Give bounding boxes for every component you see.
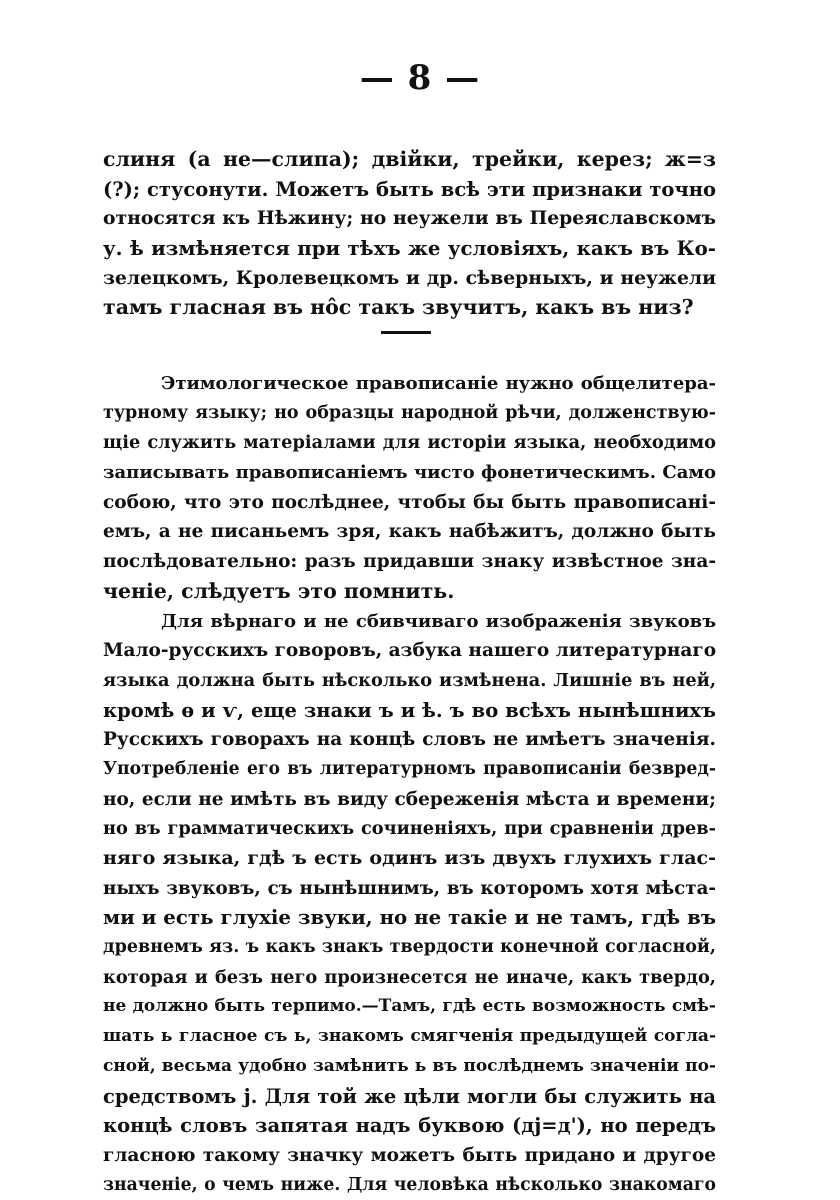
text-line: древнемъ яз. ъ какъ знакъ твердости конечной согласной, bbox=[103, 937, 716, 958]
page-number: — 8 — bbox=[359, 58, 481, 98]
text-line: шать ь гласное съ ь, знакомъ смягченія предыдущей согла- bbox=[103, 1026, 716, 1047]
paragraph-2 bbox=[103, 369, 716, 1200]
text-line: (?); стусонути. Можетъ быть всѣ эти признаки точно bbox=[103, 177, 716, 201]
text-line: у. ѣ измѣняется при тѣхъ же условіяхъ, какъ въ Ко- bbox=[103, 236, 716, 261]
text-line: Русскихъ говорахъ на концѣ словъ не имѣетъ значенія. bbox=[103, 729, 716, 751]
text-line: тамъ гласная въ нôс такъ звучитъ, какъ въ низ? bbox=[103, 295, 694, 320]
text-line: Мало-русскихъ говоровъ, азбука нашего литературнаго bbox=[103, 640, 717, 662]
text-line: гласною такому значку можетъ быть придано и другое bbox=[103, 1144, 716, 1166]
text-line: послѣдовательно: разъ придавши знаку извѣстное зна- bbox=[103, 551, 716, 573]
text-line: ми и есть глухіе звуки, но не такіе и не тамъ, гдѣ въ bbox=[103, 905, 716, 930]
text-line: средствомъ j. Для той же цѣли могли бы служить на bbox=[103, 1084, 716, 1108]
text-line: Этимологическое правописаніе нужно общелитера- bbox=[161, 373, 716, 394]
text-line: няго языка, гдѣ ъ есть одинъ изъ двухъ глухихъ глас- bbox=[103, 847, 716, 869]
text-line: слиня (а не—слипа); двійки, трейки, керез; ж=з bbox=[103, 147, 716, 171]
text-line: которая и безъ него произнесется не иначе, какъ твердо, bbox=[103, 966, 716, 988]
paragraph-1 bbox=[103, 145, 716, 323]
text-line: Для вѣрнаго и не сбивчиваго изображенія звуковъ bbox=[161, 610, 716, 632]
text-line: ныхъ звуковъ, съ нынѣшнимъ, въ которомъ хотя мѣста- bbox=[103, 877, 716, 899]
text-line: кромѣ ѳ и ѵ, еще знаки ъ и ѣ. ъ во всѣхъ нынѣшнихъ bbox=[103, 698, 716, 722]
section-divider bbox=[381, 331, 431, 334]
text-line: но, если не имѣть въ виду сбереженія мѣста и времени; bbox=[103, 788, 716, 810]
text-line: турному языку; но образцы народной рѣчи, долженствую- bbox=[103, 402, 716, 423]
text-line: концѣ словъ запятая надъ буквою (дj=д'), но передъ bbox=[103, 1114, 716, 1138]
text-line: Употребленіе его въ литературномъ правописаніи безвред- bbox=[103, 758, 716, 779]
text-line: собою, что это послѣднее, чтобы бы быть правописані- bbox=[103, 491, 716, 513]
text-line: зелецкомъ, Кролевецкомъ и др. сѣверныхъ, и неужели bbox=[103, 266, 716, 289]
text-line: ченіе, слѣдуетъ это помнить. bbox=[103, 578, 455, 603]
text-line: относятся къ Нѣжину; но неужели въ Переяславскомъ bbox=[103, 207, 716, 230]
text-line: емъ, а не писаньемъ зря, какъ набѣжитъ, должно быть bbox=[103, 521, 716, 543]
text-line: не должно быть терпимо.—Тамъ, гдѣ есть возможность смѣ- bbox=[103, 996, 716, 1017]
text-line: языка должна быть нѣсколько измѣнена. Лишніе въ ней, bbox=[103, 669, 716, 691]
text-line: щіе служить матеріалами для исторіи языка, необходимо bbox=[103, 432, 716, 454]
text-line: значеніе, о чемъ ниже. Для человѣка нѣсколько знакомаго bbox=[103, 1174, 716, 1195]
text-line: но въ грамматическихъ сочиненіяхъ, при сравненіи древ- bbox=[103, 818, 716, 840]
text-line: сной, весьма удобно замѣнить ь въ послѣднемъ значеніи по- bbox=[103, 1055, 716, 1076]
text-line: записывать правописаніемъ чисто фонетическимъ. Само bbox=[103, 462, 716, 484]
